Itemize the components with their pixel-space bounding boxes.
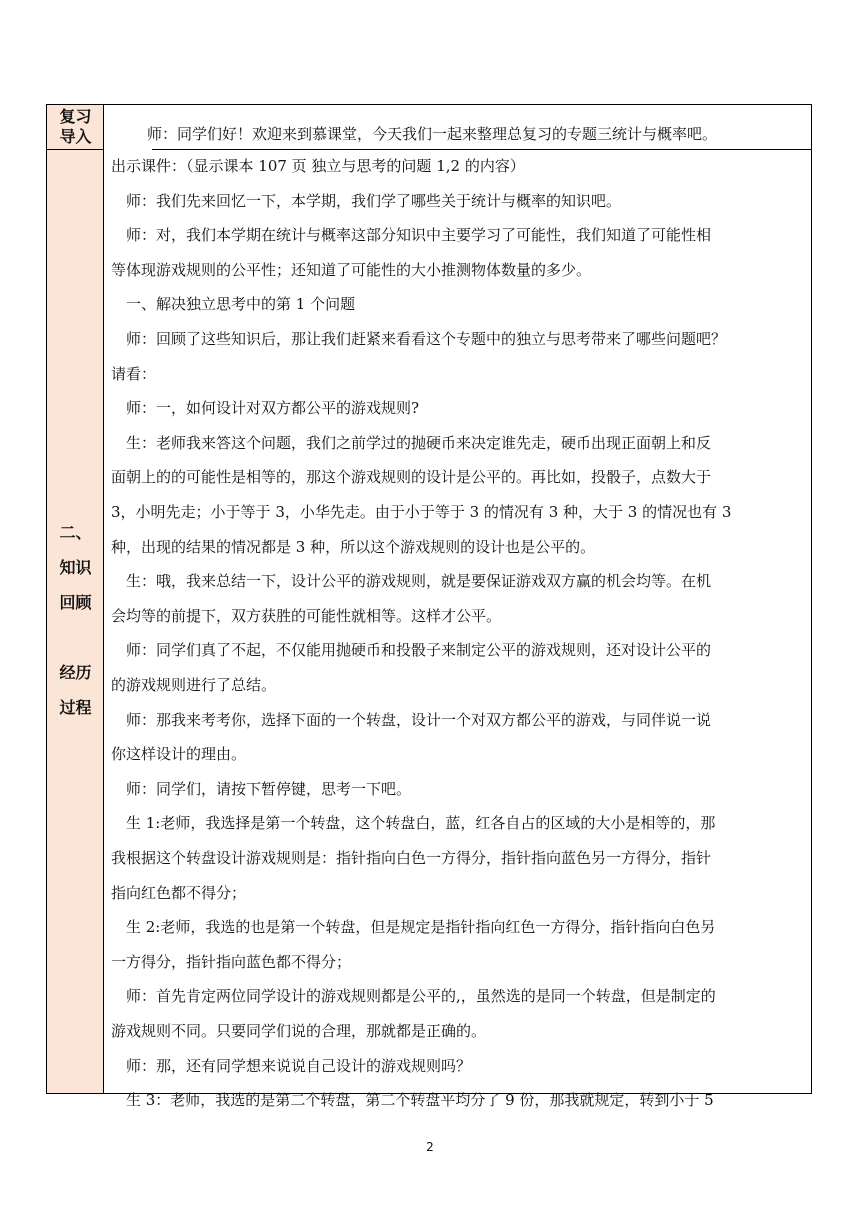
- page-number: 2: [426, 1140, 434, 1154]
- content-line: 一、解决独立思考中的第 1 个问题: [111, 295, 356, 314]
- content-line: 一方得分，指针指向蓝色都不得分；: [111, 952, 352, 971]
- content-line: 种，出现的结果的情况都是 3 种，所以这个游戏规则的设计也是公平的。: [111, 537, 596, 556]
- content-line: 生 2:老师，我选的也是第一个转盘，但是规定是指针指向红色一方得分，指针指向白色另: [111, 918, 716, 937]
- content-line: 师：首先肯定两位同学设计的游戏规则都是公平的,，虽然选的是同一个转盘，但是制定的: [111, 987, 716, 1006]
- content-line: 师：同学们，请按下暂停键，思考一下吧。: [111, 779, 412, 798]
- main-label-2: 知识: [59, 558, 92, 577]
- content-line: 游戏规则不同。只要同学们说的合理，那就都是正确的。: [111, 1022, 487, 1040]
- content-line: 指向红色都不得分；: [111, 883, 247, 902]
- content-line: 生 1:老师，我选择是第一个转盘，这个转盘白，蓝，红各自占的区域的大小是相等的，那: [111, 814, 716, 833]
- content-line: 会均等的前提下，双方获胜的可能性就相等。这样才公平。: [111, 606, 502, 625]
- content-line: 师：我们先来回忆一下，本学期，我们学了哪些关于统计与概率的知识吧。: [111, 191, 622, 210]
- review-label-line1: 复习: [59, 107, 92, 126]
- review-label-line2: 导入: [59, 127, 92, 146]
- content-line: 生：老师我来答这个问题，我们之前学过的抛硬币来决定谁先走，硬币出现正面朝上和反: [111, 433, 712, 452]
- review-intro-text: 师：同学们好！欢迎来到慕课堂，今天我们一起来整理总复习的专题三统计与概率吧。: [147, 125, 718, 143]
- main-label-4: 经历: [59, 663, 92, 682]
- content-line: 出示课件：（显示课本 107 页 独立与思考的问题 1,2 的内容）: [111, 157, 525, 175]
- main-label-1: 二、: [59, 523, 92, 542]
- content-line: 面朝上的的可能性是相等的，那这个游戏规则的设计是公平的。再比如，投骰子，点数大于: [111, 468, 712, 487]
- lesson-table: [46, 104, 812, 1110]
- content-line: 师：那我来考考你，选择下面的一个转盘，设计一个对双方都公平的游戏，与同伴说一说: [111, 710, 712, 729]
- main-label-5: 过程: [59, 698, 92, 717]
- content-line: 我根据这个转盘设计游戏规则是：指针指向白色一方得分，指针指向蓝色另一方得分，指针: [111, 849, 712, 867]
- content-line: 请看：: [111, 364, 157, 383]
- content-line: 师：对，我们本学期在统计与概率这部分知识中主要学习了可能性，我们知道了可能性相: [111, 226, 712, 245]
- content-line: 生：哦，我来总结一下，设计公平的游戏规则，就是要保证游戏双方赢的机会均等。在机: [111, 572, 712, 591]
- main-label-3: 回顾: [59, 593, 92, 612]
- content-line: 师：那，还有同学想来说说自己设计的游戏规则吗？: [111, 1056, 472, 1075]
- content-line: 师：回顾了这些知识后，那让我们赶紧来看看这个专题中的独立与思考带来了哪些问题吧？: [111, 330, 727, 348]
- content-line: 生 3：老师，我选的是第二个转盘，第二个转盘平均分了 9 份，那我就规定，转到小于 5: [111, 1091, 714, 1110]
- content-line: 师：一，如何设计对双方都公平的游戏规则?: [111, 399, 420, 418]
- content-line: 师：同学们真了不起，不仅能用抛硬币和投骰子来制定公平的游戏规则，还对设计公平的: [111, 641, 712, 660]
- content-line: 3，小明先走；小于等于 3，小华先走。由于小于等于 3 的情况有 3 种，大于 3 的情况也有 3: [111, 503, 732, 521]
- content-line: 的游戏规则进行了总结。: [111, 676, 277, 694]
- content-line: 你这样设计的理由。: [111, 745, 247, 764]
- content-line: 等体现游戏规则的公平性；还知道了可能性的大小推测物体数量的多少。: [111, 260, 592, 279]
